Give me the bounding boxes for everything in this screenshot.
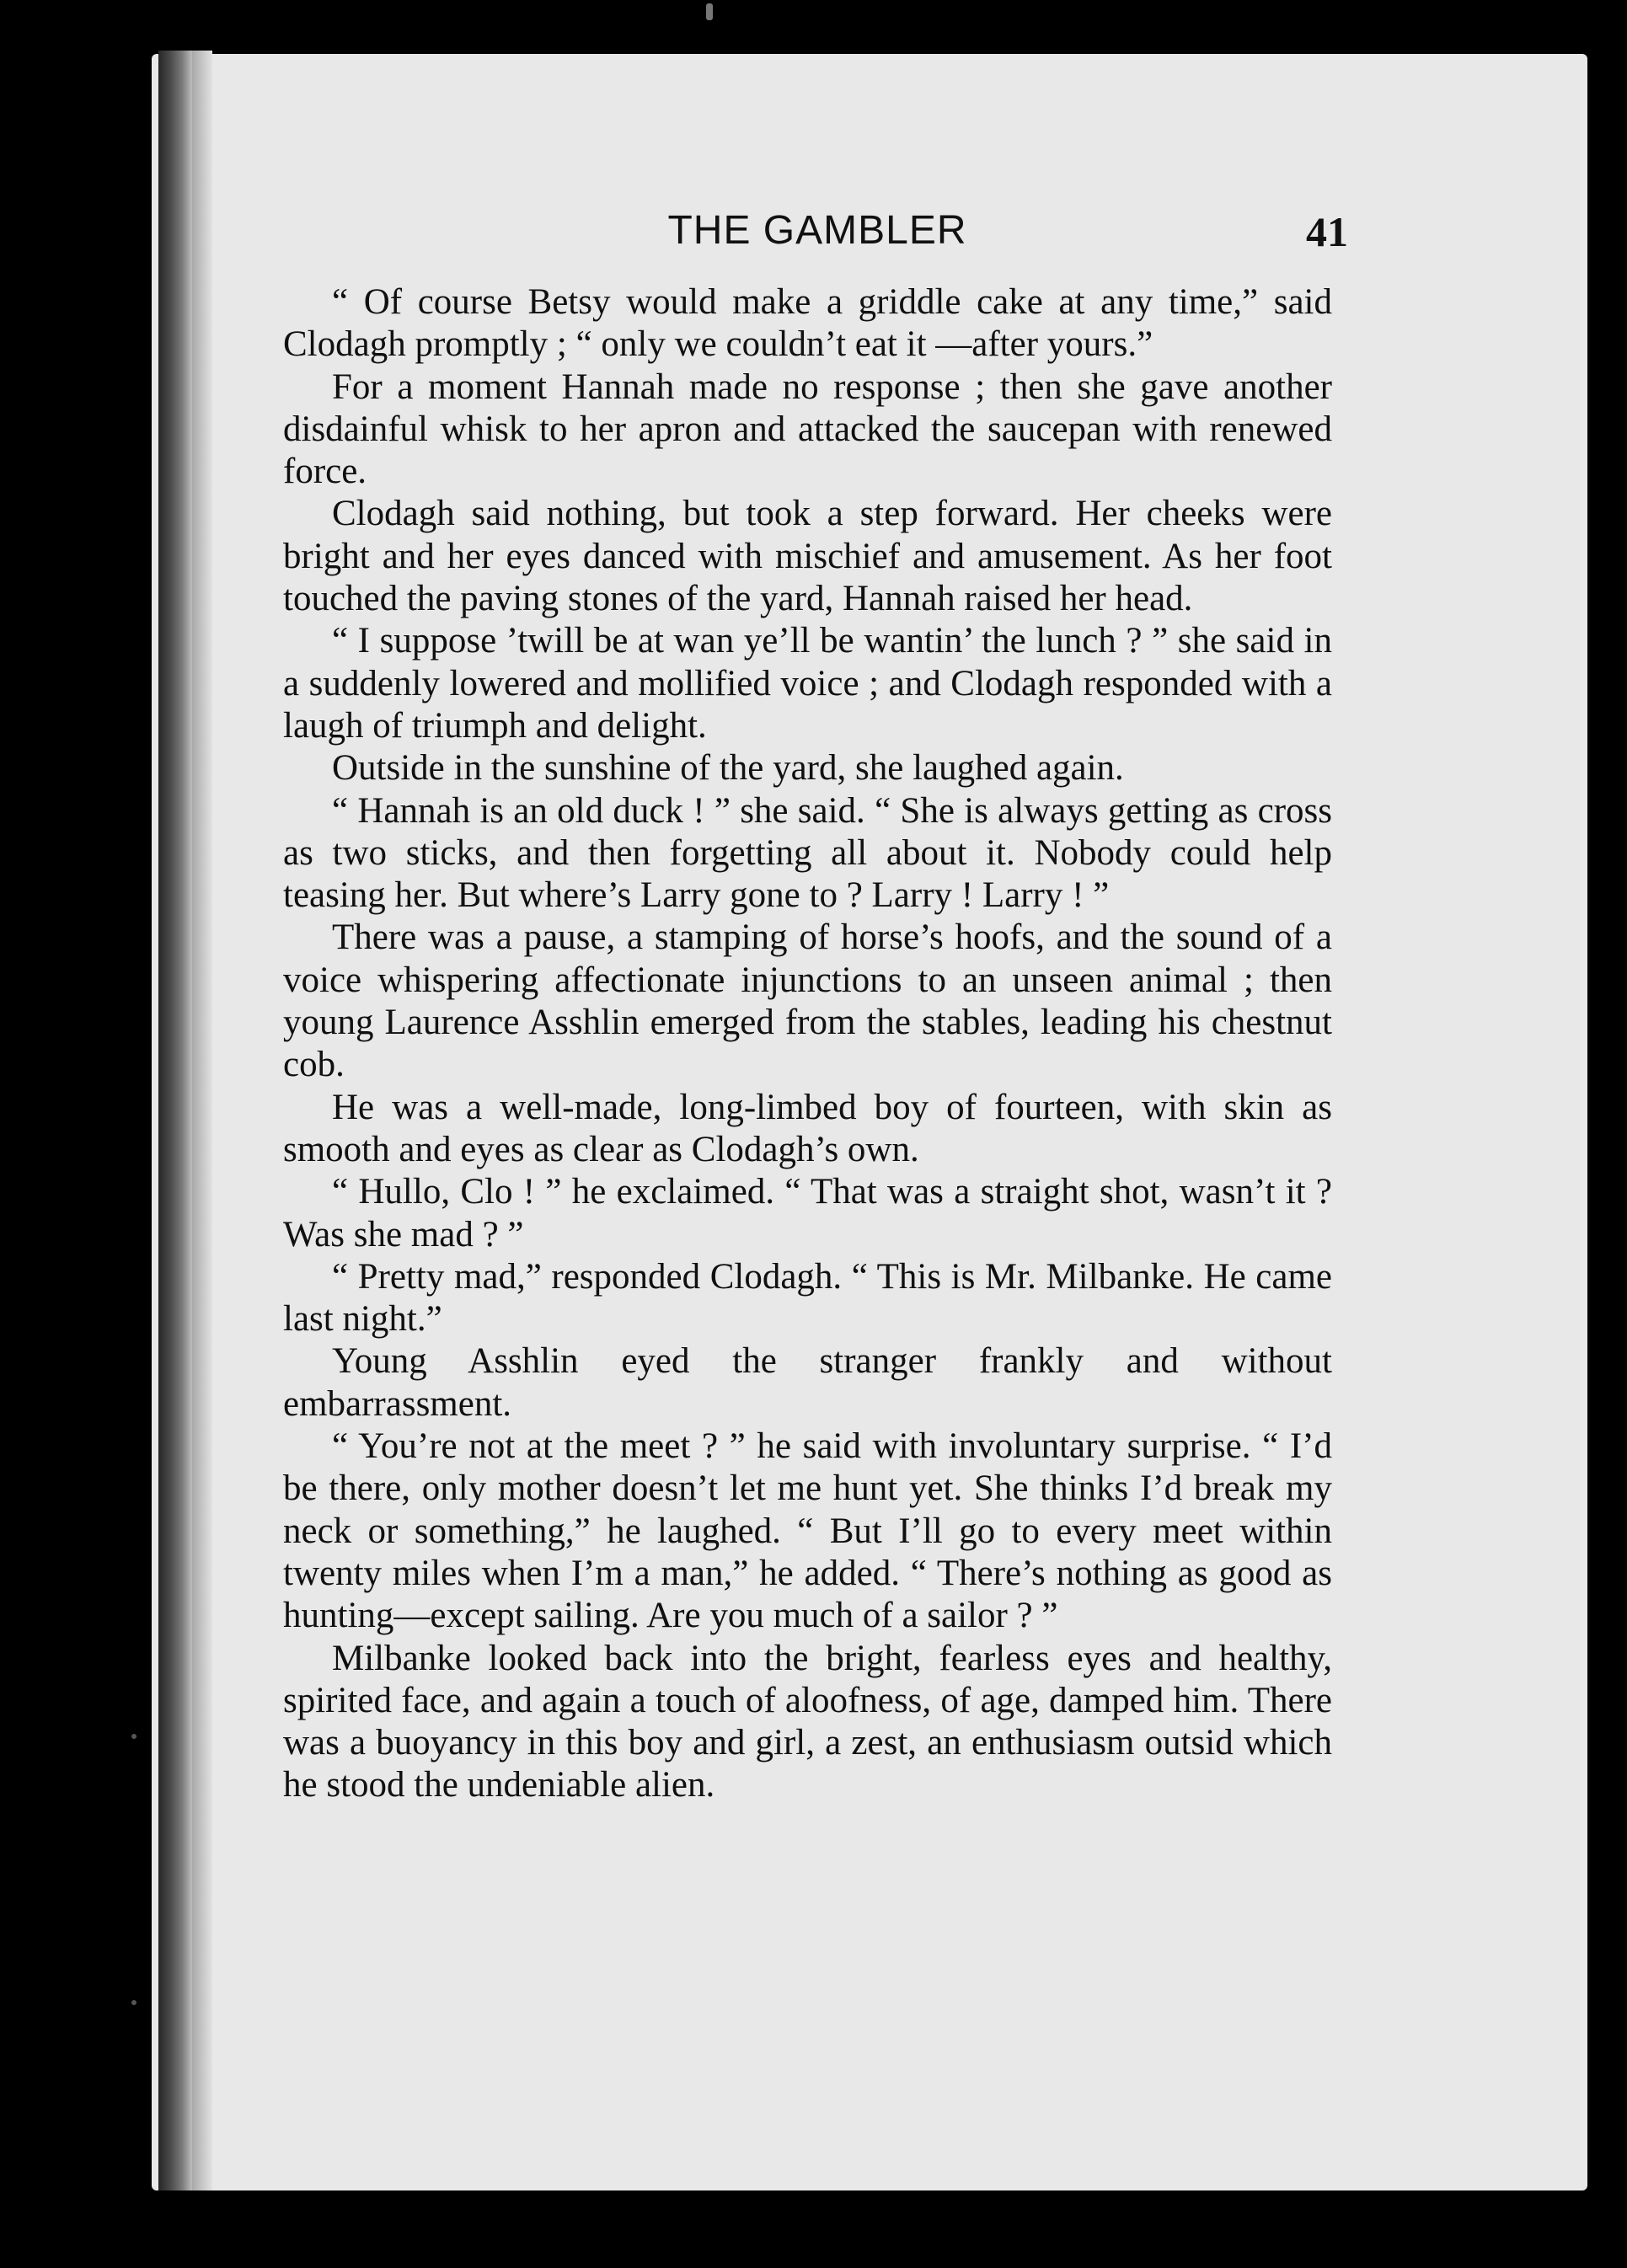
scan-speck (131, 1734, 136, 1739)
body-text (283, 281, 1332, 1807)
scan-speck (131, 2000, 136, 2005)
paragraph: There was a pause, a stamping of horse’s hoofs, and the sound of a voice whispering affectionate injunctions to an unseen animal ; then young Laurence Asshlin emerged from the stables, leading his chestnut cob. (283, 917, 1332, 1085)
paragraph: Milbanke looked back into the bright, fearless eyes and healthy, spirited face, and again a touch of aloofness, of age, damped him. There was a buoyancy in this boy and girl, a zest, an enthusiasm outsid which he stood the undeniable alien. (283, 1638, 1332, 1805)
paragraph: Outside in the sunshine of the yard, she laughed again. (332, 748, 1124, 789)
page-header (286, 207, 1348, 266)
scan-speck (706, 3, 713, 20)
running-title: THE GAMBLER (667, 208, 967, 253)
paragraph: “ You’re not at the meet ? ” he said with involuntary surprise. “ I’d be there, only mother doesn’t let me hunt yet. She thinks I’d break my neck or something,” he laughed. “ But I’ll go to every meet within twenty miles when I’m a man,” he added. “ There’s nothing as good as hunting—except sailing. Are you much of a sailor ? ” (283, 1426, 1332, 1636)
paragraph: For a moment Hannah made no response ; then she gave another disdainful whisk to her apron and attacked the saucepan with renewed force. (283, 366, 1332, 492)
paragraph: He was a well-made, long-limbed boy of fourteen, with skin as smooth and eyes as clear as Clodagh’s own. (283, 1087, 1332, 1169)
page-number: 41 (1306, 208, 1348, 255)
paragraph: “ I suppose ’twill be at wan ye’ll be wantin’ the lunch ? ” she said in a suddenly lowered and mollified voice ; and Clodagh responded with a laugh of triumph and delight. (283, 621, 1332, 746)
paragraph: “ Hannah is an old duck ! ” she said. “ She is always getting as cross as two sticks, and then forgetting all about it. Nobody could help teasing her. But where’s Larry gone to ? Larry ! Larry ! ” (283, 790, 1332, 916)
paragraph: Young Asshlin eyed the stranger frankly and without embarrassment. (283, 1341, 1332, 1424)
page-binding-shadow (158, 51, 192, 2190)
paragraph: Clodagh said nothing, but took a step forward. Her cheeks were bright and her eyes danced with mischief and amusement. As her foot touched the paving stones of the yard, Hannah raised her head. (283, 494, 1332, 619)
paragraph: “ Pretty mad,” responded Clodagh. “ This is Mr. Milbanke. He came last night.” (283, 1256, 1332, 1340)
paragraph: “ Of course Betsy would make a griddle cake at any time,” said Clodagh promptly ; “ only we couldn’t eat it —after yours.” (283, 282, 1332, 365)
paragraph: “ Hullo, Clo ! ” he exclaimed. “ That was a straight shot, wasn’t it ? Was she mad ? ” (283, 1172, 1332, 1254)
page-gutter (192, 51, 212, 2190)
